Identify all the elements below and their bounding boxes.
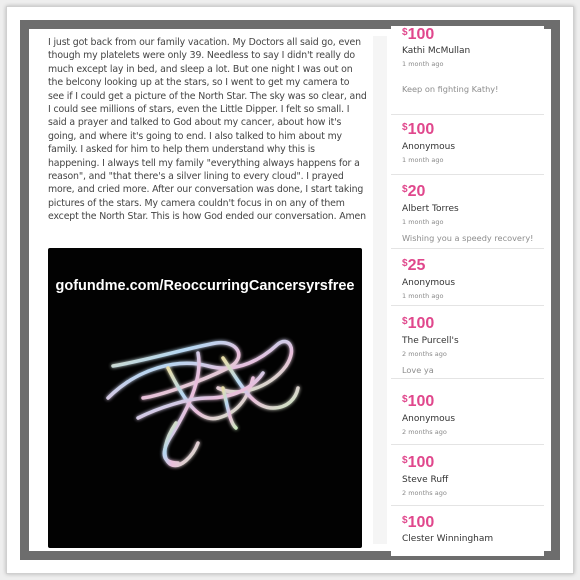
image-caption: gofundme.com/ReoccurringCancersyrsfree [55, 278, 355, 294]
donation-item [391, 306, 544, 379]
donation-item [391, 249, 544, 306]
donation-item [391, 26, 544, 115]
donations-list [391, 26, 544, 544]
donation-amount: $100 [402, 315, 435, 332]
donation-item [391, 175, 544, 249]
donation-time: 2 months ago [402, 350, 447, 358]
donation-time: 1 month ago [402, 292, 444, 300]
donor-name: Clester Winningham [402, 534, 494, 544]
donation-item [391, 445, 544, 506]
donor-name: The Purcell's [402, 336, 459, 346]
donation-time: 1 month ago [402, 60, 444, 68]
donation-item [391, 379, 544, 445]
donor-name: Steve Ruff [402, 475, 449, 485]
donation-item [391, 115, 544, 175]
donation-amount: $100 [402, 454, 435, 471]
donor-name: Anonymous [402, 414, 456, 424]
donor-name: Kathi McMullan [402, 46, 471, 56]
donor-name: Anonymous [402, 142, 456, 152]
donation-amount: $20 [402, 183, 426, 200]
donation-item [391, 506, 544, 556]
donation-amount: $100 [402, 514, 435, 531]
donation-amount: $25 [402, 257, 426, 274]
donation-time: 1 month ago [402, 156, 444, 164]
column-divider [373, 36, 387, 544]
donation-message: Love ya [402, 365, 434, 375]
donation-time: 1 month ago [402, 218, 444, 226]
donation-amount: $100 [402, 121, 435, 138]
donor-name: Albert Torres [402, 204, 459, 214]
donor-name: Anonymous [402, 278, 456, 288]
donation-message: Keep on fighting Kathy! [402, 84, 499, 94]
campaign-story: I just got back from our family vacation. My Doctors all said go, even though my platelets were only 39. Needless to say I didn't really do much except lay in bed, and sleep a lot. But one night I was out on the belcony looking up at the stars, so I went to get my camera to see if I could get a picture of the North Star. The sky was so clear, and I could see millions of stars, even the Little Dipper. I felt so small. I said a prayer and talked to God about my cancer, about how it's going, and where it's going to end. I also talked to him about my family. I asked for him to help them understand why this is happening. I always tell my family "everything always happens for a reason", and "that there's a silver lining to every cloud". I prayed more, and cried more. After our conversation was done, I start taking pictures of the stars. My camera couldn't focus in on any of them except the North Star. This is how God ended our conversation. Amen [48, 37, 367, 223]
star-trail-graphic [48, 248, 362, 548]
campaign-image[interactable] [48, 248, 362, 548]
donation-message: Wishing you a speedy recovery! [402, 233, 534, 243]
donation-amount: $100 [402, 26, 435, 43]
donation-amount: $100 [402, 393, 435, 410]
donation-time: 2 months ago [402, 428, 447, 436]
campaign-page [36, 26, 544, 544]
donation-time: 2 months ago [402, 489, 447, 497]
